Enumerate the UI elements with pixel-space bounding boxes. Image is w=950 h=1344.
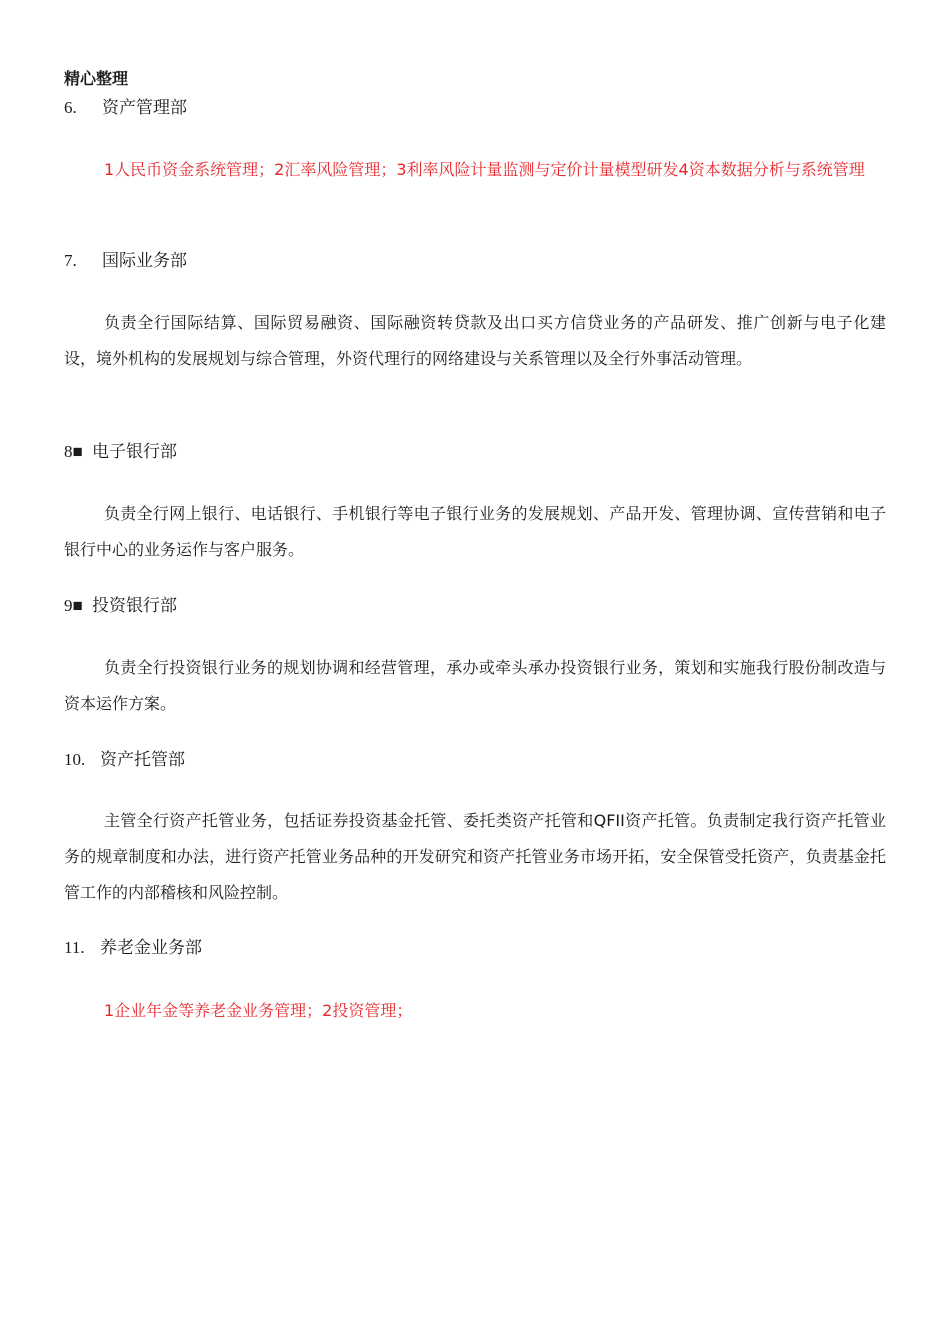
section-number: 9■ (64, 596, 83, 615)
section-number: 6. (64, 98, 77, 117)
section-body-8: 负责全行网上银行、电话银行、手机银行等电子银行业务的发展规划、产品开发、管理协调、宣传营销和电子银行中心的业务运作与客户服务。 (64, 504, 886, 559)
section-number: 11. (64, 938, 85, 957)
section-title: 养老金业务部 (100, 938, 202, 958)
section-body-11: 1企业年金等养老金业务管理；2投资管理； (104, 1001, 413, 1020)
section-title: 国际业务部 (102, 251, 187, 271)
section-heading-7 (64, 250, 187, 272)
section-number: 7. (64, 251, 77, 270)
section-heading-8 (64, 441, 177, 463)
section-title: 资产管理部 (102, 98, 187, 118)
section-number: 8■ (64, 442, 83, 461)
section-number: 10. (64, 750, 86, 769)
section-body-7: 负责全行国际结算、国际贸易融资、国际融资转贷款及出口买方信贷业务的产品研发、推广创新与电子化建设，境外机构的发展规划与综合管理，外资代理行的网络建设与关系管理以及全行外事活动管理。 (64, 313, 886, 368)
section-title: 电子银行部 (92, 442, 177, 462)
section-heading-10 (64, 749, 185, 771)
section-title: 资产托管部 (100, 750, 185, 770)
section-heading-11 (64, 937, 202, 959)
page-header: 精心整理 (64, 69, 129, 88)
section-body-10: 主管全行资产托管业务，包括证券投资基金托管、委托类资产托管和QFII资产托管。负责制定我行资产托管业务的规章制度和办法，进行资产托管业务品种的开发研究和资产托管业务市场开拓，安全保管受托资产，负责基金托管工作的内部稽核和风险控制。 (64, 811, 886, 902)
section-body-9: 负责全行投资银行业务的规划协调和经营管理，承办或牵头承办投资银行业务，策划和实施我行股份制改造与资本运作方案。 (64, 658, 886, 713)
section-title: 投资银行部 (92, 596, 177, 616)
section-heading-9 (64, 595, 177, 617)
section-heading-6 (64, 97, 187, 119)
section-body-6: 1人民币资金系统管理；2汇率风险管理；3利率风险计量监测与定价计量模型研发4资本数据分析与系统管理 (104, 160, 865, 179)
